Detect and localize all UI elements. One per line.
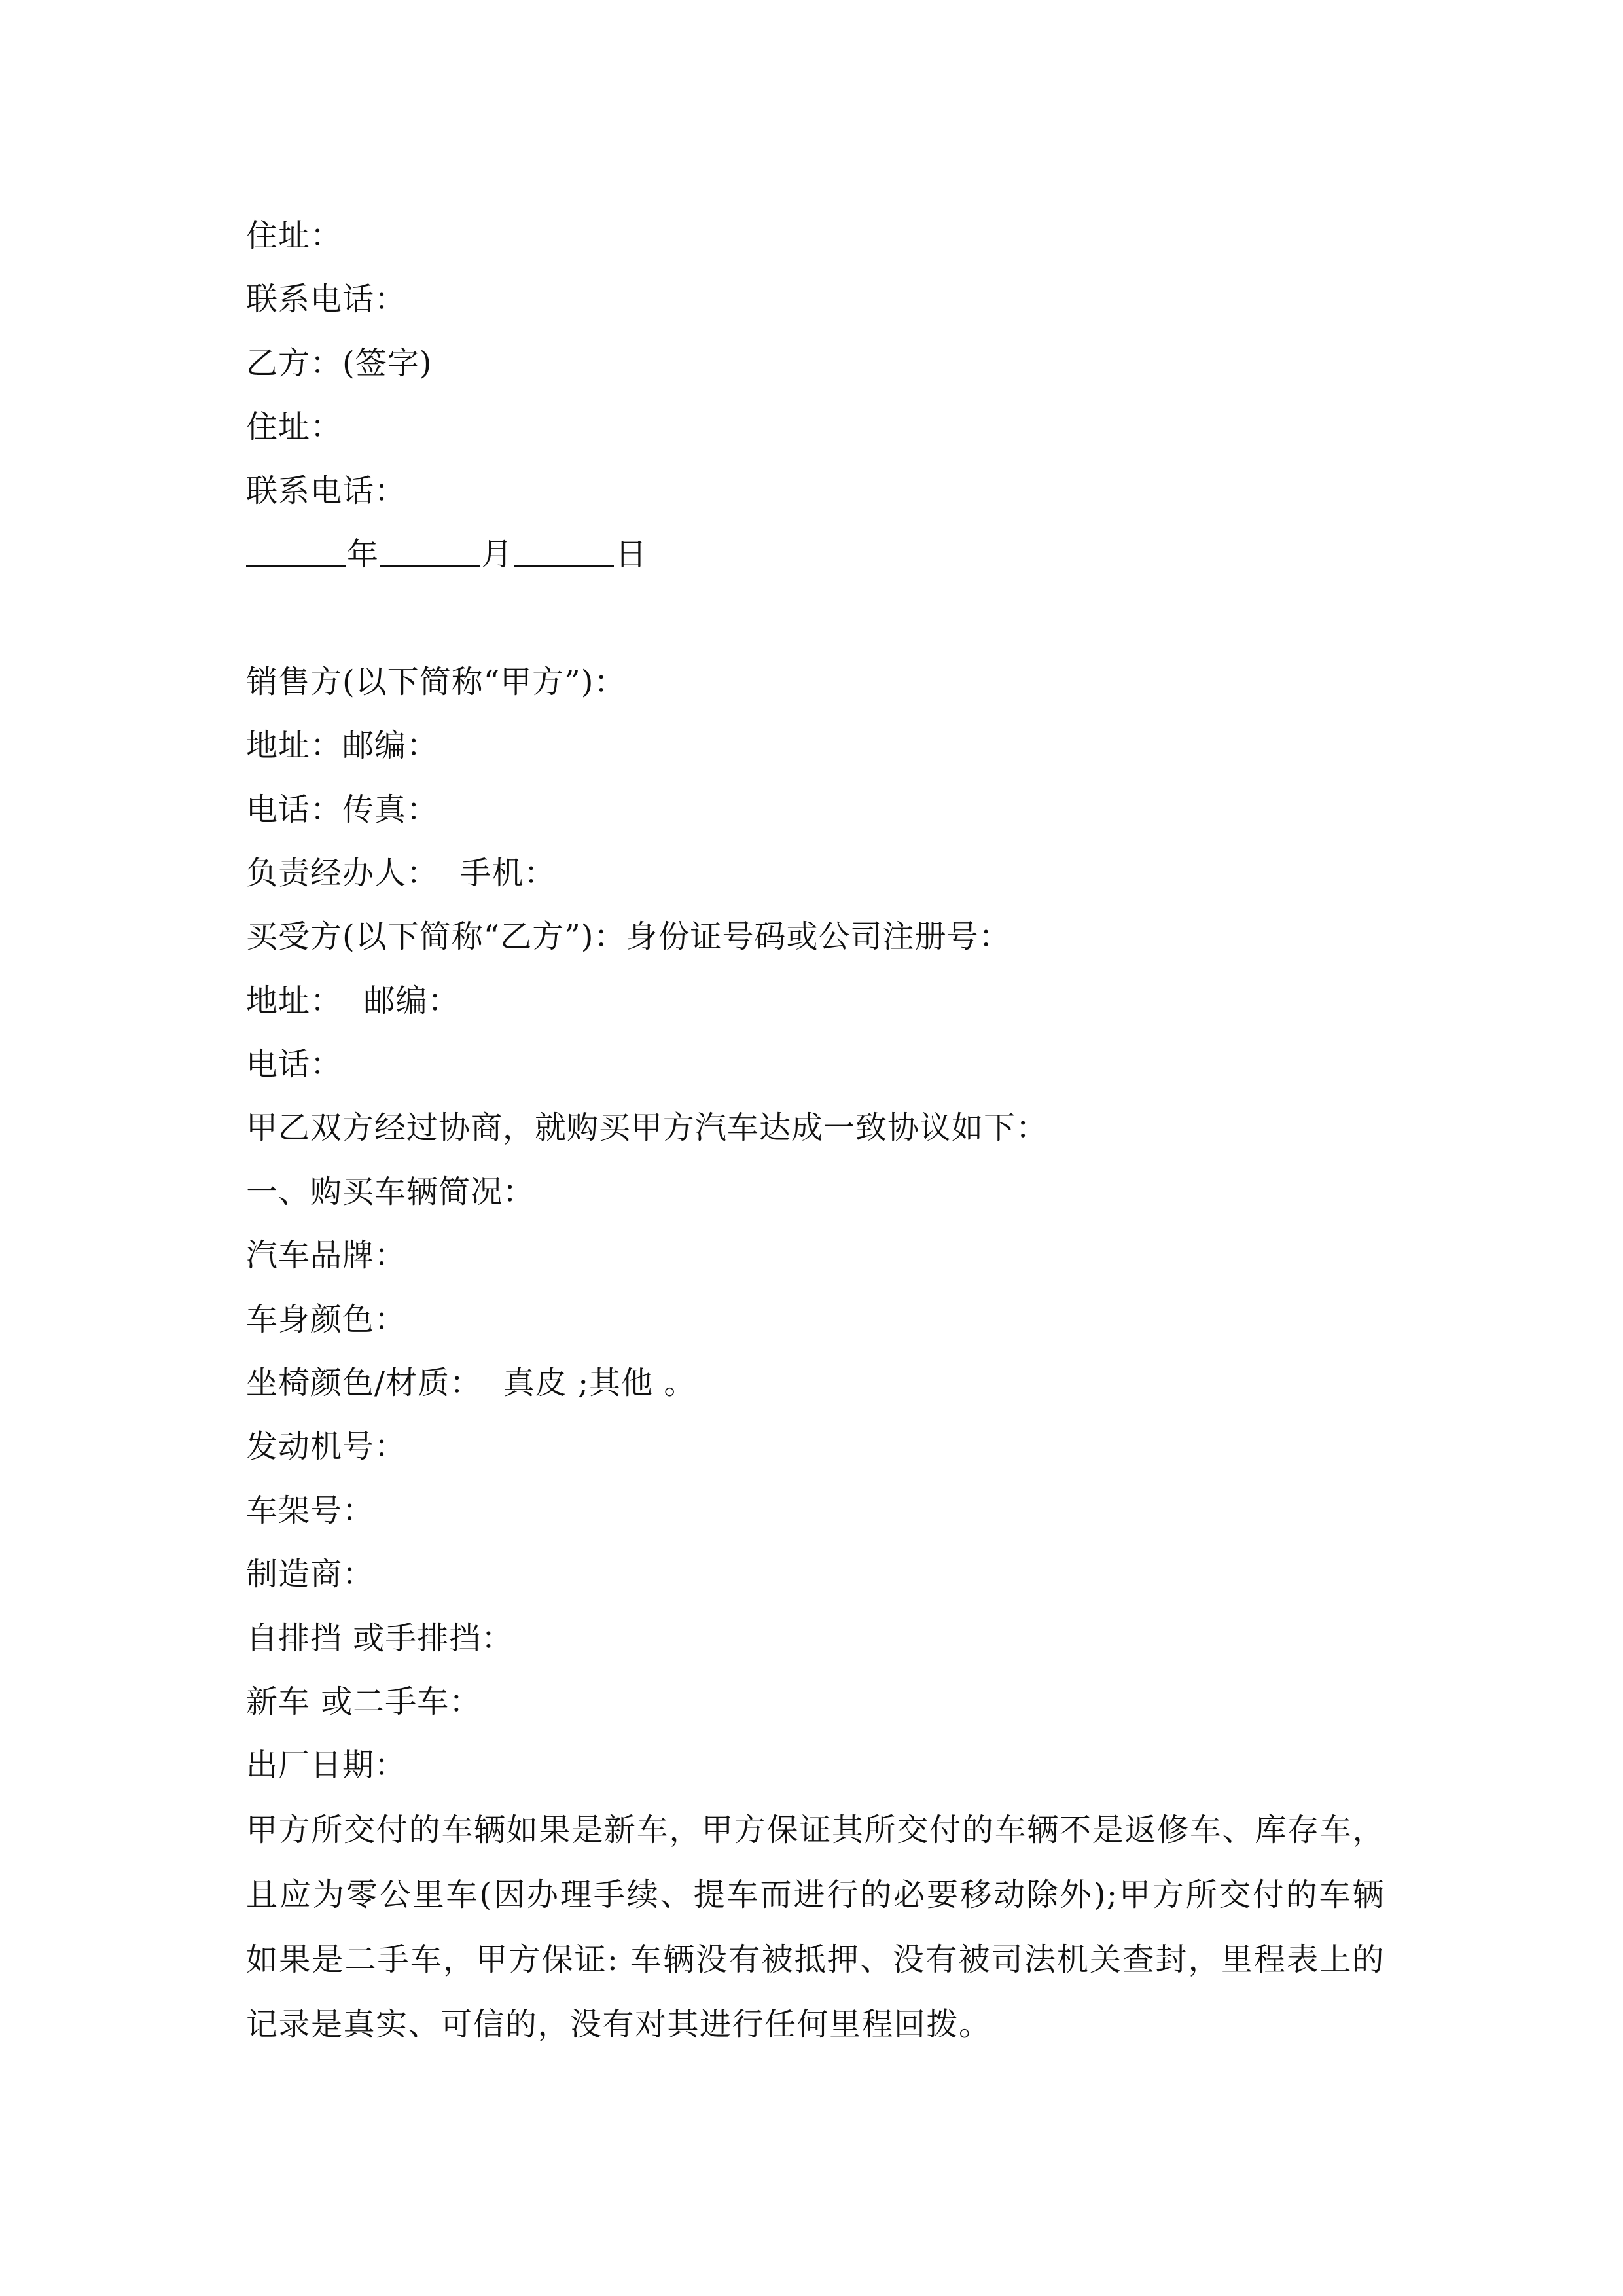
engine-number: 发动机号： xyxy=(246,1428,407,1465)
document-content xyxy=(246,204,1385,2057)
buyer-address: 地址： 邮编： xyxy=(246,982,460,1019)
frame-number: 车架号： xyxy=(246,1492,375,1529)
body-color: 车身颜色： xyxy=(246,1300,407,1338)
month-label: 月 xyxy=(481,535,514,573)
vehicle-guarantee-paragraph: 甲方所交付的车辆如果是新车，甲方保证其所交付的车辆不是返修车、库存车，且应为零公里车(因办理手续、提车而进行的必要移动除外);甲方所交付的车辆如果是二手车，甲方保证: 车辆没有被抵押、没有被司法机关查封，里程表上的记录是真实、可信的，没有对其进行任何里程回拨。 xyxy=(246,1811,1385,2043)
seat-color-material: 坐椅颜色/材质： 真皮 ;其他 。 xyxy=(246,1365,696,1402)
day-label: 日 xyxy=(615,535,648,573)
party-b-phone: 联系电话： xyxy=(246,472,407,509)
year-label: 年 xyxy=(347,535,380,573)
manufacturer: 制造商： xyxy=(246,1556,375,1593)
month-blank xyxy=(380,539,480,567)
seller-phone: 电话：传真： xyxy=(246,791,439,828)
seller-address: 地址：邮编： xyxy=(246,727,439,764)
section-1-title: 一、购买车辆简况： xyxy=(246,1173,535,1210)
agreement-intro: 甲乙双方经过协商，就购买甲方汽车达成一致协议如下： xyxy=(246,1109,1048,1147)
section-gap xyxy=(246,586,1385,650)
year-blank xyxy=(246,539,346,567)
party-a-phone: 联系电话： xyxy=(246,281,407,318)
seller-line: 销售方(以下简称“甲方”)： xyxy=(246,663,626,700)
transmission-type: 自排挡 或手排挡： xyxy=(246,1619,514,1657)
party-b-signature: 乙方：(签字) xyxy=(246,344,433,382)
car-brand: 汽车品牌： xyxy=(246,1237,407,1274)
party-b-address: 住址： xyxy=(246,408,343,446)
seller-agent: 负责经办人： 手机： xyxy=(246,854,556,891)
buyer-line: 买受方(以下简称“乙方”)：身份证号码或公司注册号： xyxy=(246,918,1011,956)
signature-date xyxy=(246,523,1385,586)
buyer-phone: 电话： xyxy=(246,1046,343,1083)
party-a-address: 住址： xyxy=(246,217,343,254)
production-date: 出厂日期： xyxy=(246,1747,407,1784)
day-blank xyxy=(514,539,614,567)
vehicle-condition: 新车 或二手车： xyxy=(246,1683,482,1720)
